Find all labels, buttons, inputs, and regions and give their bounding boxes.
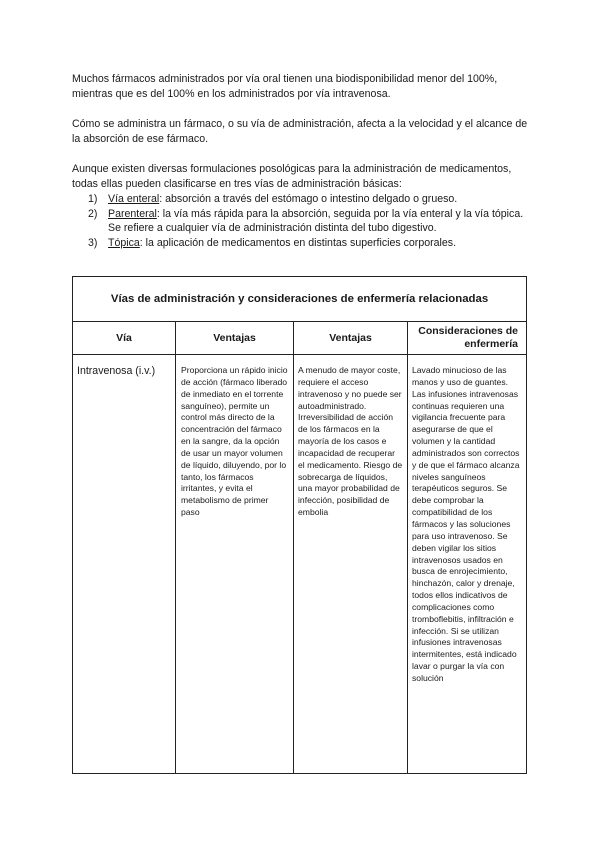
header-ventajas-2: Ventajas	[294, 322, 408, 355]
list-number: 1)	[88, 193, 98, 205]
list-item	[72, 236, 532, 251]
document-body	[72, 72, 532, 250]
intro-paragraph-1: Muchos fármacos administrados por vía oral tienen una biodisponibilidad menor del 100%, mientras que es del 100% en los administrados por vía intravenosa.	[72, 73, 498, 100]
cell-consideraciones: Lavado minucioso de las manos y uso de guantes. Las infusiones intravenosas continuas requieren una vigilancia frecuente para asegurarse de que el volumen y la cantidad administrados son correctos y de que el fármaco alcanza niveles sanguíneos terapéuticos seguros. Se debe comprobar la compatibilidad de los fármacos y las soluciones para uso intravenoso. Se deben vigilar los sitios intravenosos usados en busca de enrojecimiento, hinchazón, calor y drenaje, todos ellos indicativos de complicaciones como tromboflebitis, infiltración e infección. Si se utilizan infusiones intravenosas intermitentes, está indicado lavar o purgar la vía con solución	[408, 355, 527, 774]
list-number: 3)	[88, 236, 98, 249]
list-item	[72, 207, 532, 236]
routes-list	[72, 192, 532, 250]
route-term: Parenteral	[108, 207, 157, 220]
cell-via: Intravenosa (i.v.)	[73, 355, 176, 774]
header-ventajas: Ventajas	[176, 322, 294, 355]
header-consideraciones: Consideraciones de enfermería	[408, 322, 527, 355]
route-term: Tópica	[108, 236, 140, 249]
table-row	[73, 355, 527, 774]
list-item	[72, 192, 532, 207]
route-text: : la aplicación de medicamentos en distintas superficies corporales.	[139, 236, 457, 249]
cell-ventajas: Proporciona un rápido inicio de acción (fármaco liberado de inmediato en el torrente sanguíneo), permite un control más directo de la concentración del fármaco en la sangre, da la opción de usar un mayor volumen de líquido, diluyendo, por lo tanto, los fármacos irritantes, y evita el metabolismo de primer paso	[176, 355, 294, 774]
list-number: 2)	[88, 207, 98, 220]
route-term: Vía enteral	[108, 193, 160, 205]
route-text: : absorción a través del estómago o intestino delgado o grueso.	[159, 193, 458, 205]
route-text: : la vía más rápida para la absorción, seguida por la vía enteral y la vía tópica. Se refiere a cualquier vía de administración distinta del tubo digestivo.	[108, 207, 524, 235]
header-via: Vía	[73, 322, 176, 355]
table-title: Vías de administración y consideraciones de enfermería relacionadas	[73, 277, 527, 322]
intro-paragraph-2: Cómo se administra un fármaco, o su vía de administración, afecta a la velocidad y el alcance de la absorción de ese fármaco.	[72, 118, 528, 145]
administration-routes-table	[72, 276, 527, 774]
cell-desventajas: A menudo de mayor coste, requiere el acceso intravenoso y no puede ser autoadministrado. Irreversibilidad de acción de los fármacos en la mayoría de los casos e incapacidad de recuperar el medicamento. Riesgo de sobrecarga de líquidos, una mayor probabilidad de infección, posibilidad de embolia	[294, 355, 408, 774]
intro-paragraph-3: Aunque existen diversas formulaciones posológicas para la administración de medicamentos, todas ellas pueden clasificarse en tres vías de administración básicas:	[72, 163, 512, 190]
